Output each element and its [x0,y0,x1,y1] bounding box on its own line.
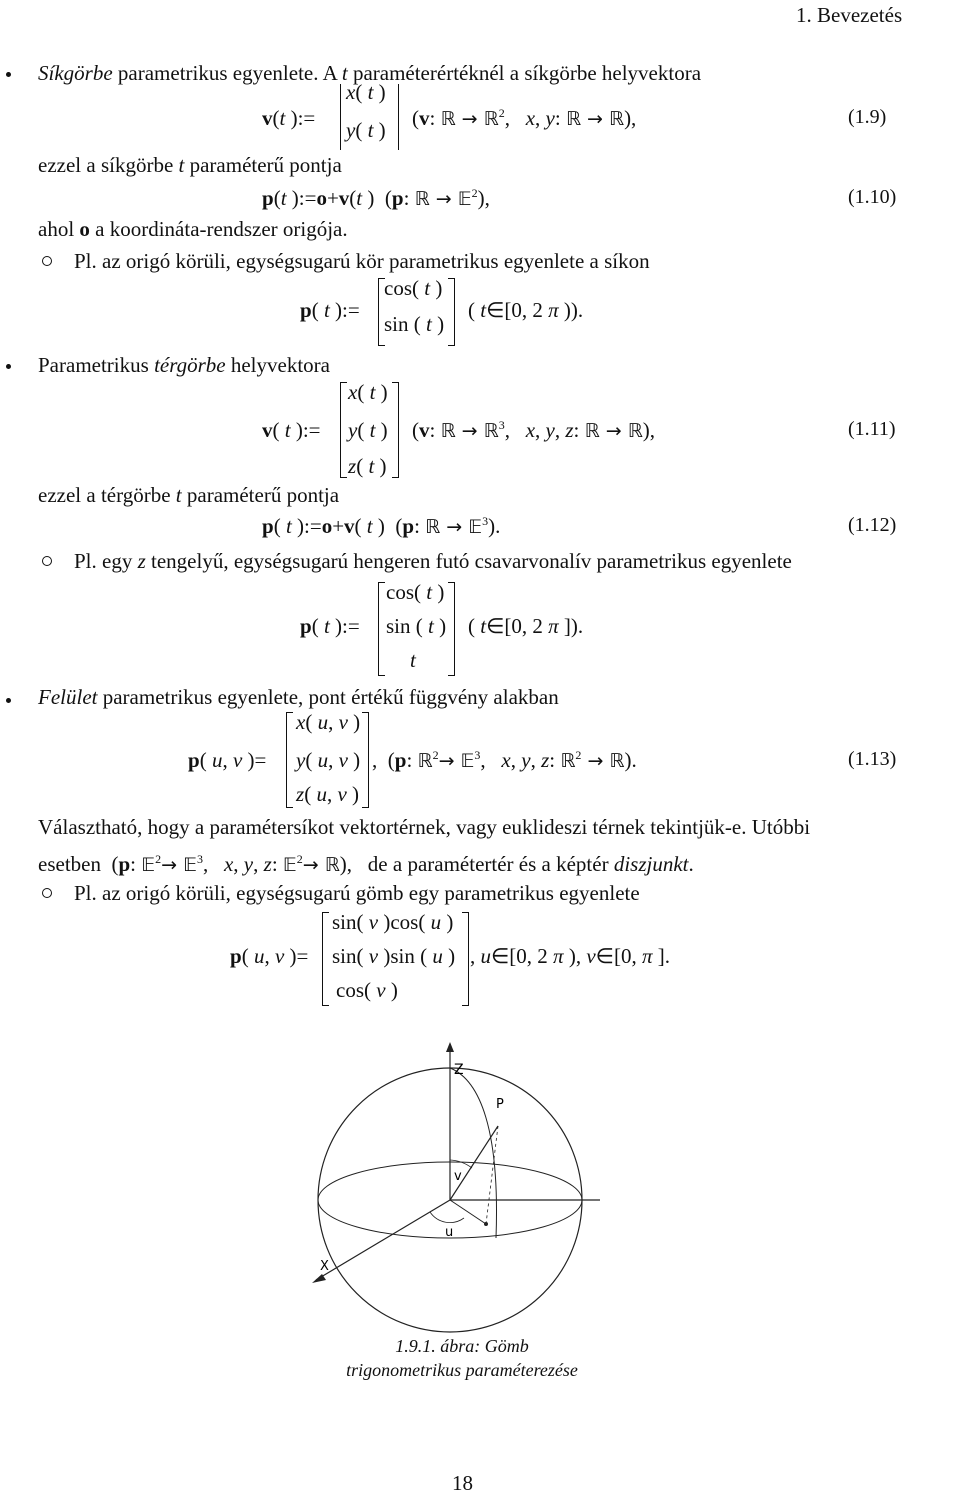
paragraph-text: ahol o a koordináta-rendszer origója. [38,217,348,241]
angle-label-u: u [445,1225,454,1240]
page-number: 18 [452,1471,473,1495]
axis-label-x: X [320,1259,329,1274]
equation-number: (1.13) [848,748,897,770]
figure-caption: 1.9.1. ábra: Gömb [395,1336,529,1356]
equation-number: (1.9) [848,106,887,128]
bullet-marker [6,364,11,369]
sub-bullet-marker [42,256,52,266]
section-sikgorbe-title: Síkgörbe parametrikus egyenlete. A t paraméterértéknél a síkgörbe helyvektora [38,61,702,85]
example-text: Pl. az origó körüli, egységsugarú gömb egy parametrikus egyenlete [74,881,640,905]
figure-caption: trigonometrikus paraméterezése [346,1360,578,1380]
axis-label-z: Z [454,1062,464,1078]
sphere-figure [300,1040,660,1340]
equation-number: (1.11) [848,418,896,440]
bullet-marker [6,72,11,77]
section-tergorbe-title: Parametrikus térgörbe helyvektora [38,353,330,377]
paragraph-text: Választható, hogy a paramétersíkot vektortérnek, vagy euklideszi térnek tekintjük-e. Utóbbi [38,815,811,839]
paragraph-text: esetben (p: 𝔼$^2$→ 𝔼$^3$, x, y, z: 𝔼$^2$→ ℝ), de a paramétertér és a képtér diszjunkt. [38,852,694,876]
angle-label-v: v [454,1169,462,1184]
point-label-p: P [496,1097,504,1112]
sub-bullet-marker [42,888,52,898]
example-text: Pl. az origó körüli, egységsugarú kör parametrikus egyenlete a síkon [74,249,650,273]
bullet-marker [6,698,11,703]
equation-number: (1.10) [848,186,897,208]
equation-number: (1.12) [848,514,897,536]
sub-bullet-marker [42,556,52,566]
paragraph-text: ezzel a térgörbe t paraméterű pontja [38,483,340,507]
chapter-header: 1. Bevezetés [796,3,903,27]
paragraph-text: ezzel a síkgörbe t paraméterű pontja [38,153,342,177]
example-text: Pl. egy z tengelyű, egységsugarú hengeren futó csavarvonalív parametrikus egyenlete [74,549,792,573]
section-felulet-title: Felület parametrikus egyenlete, pont értékű függvény alakban [38,685,559,709]
